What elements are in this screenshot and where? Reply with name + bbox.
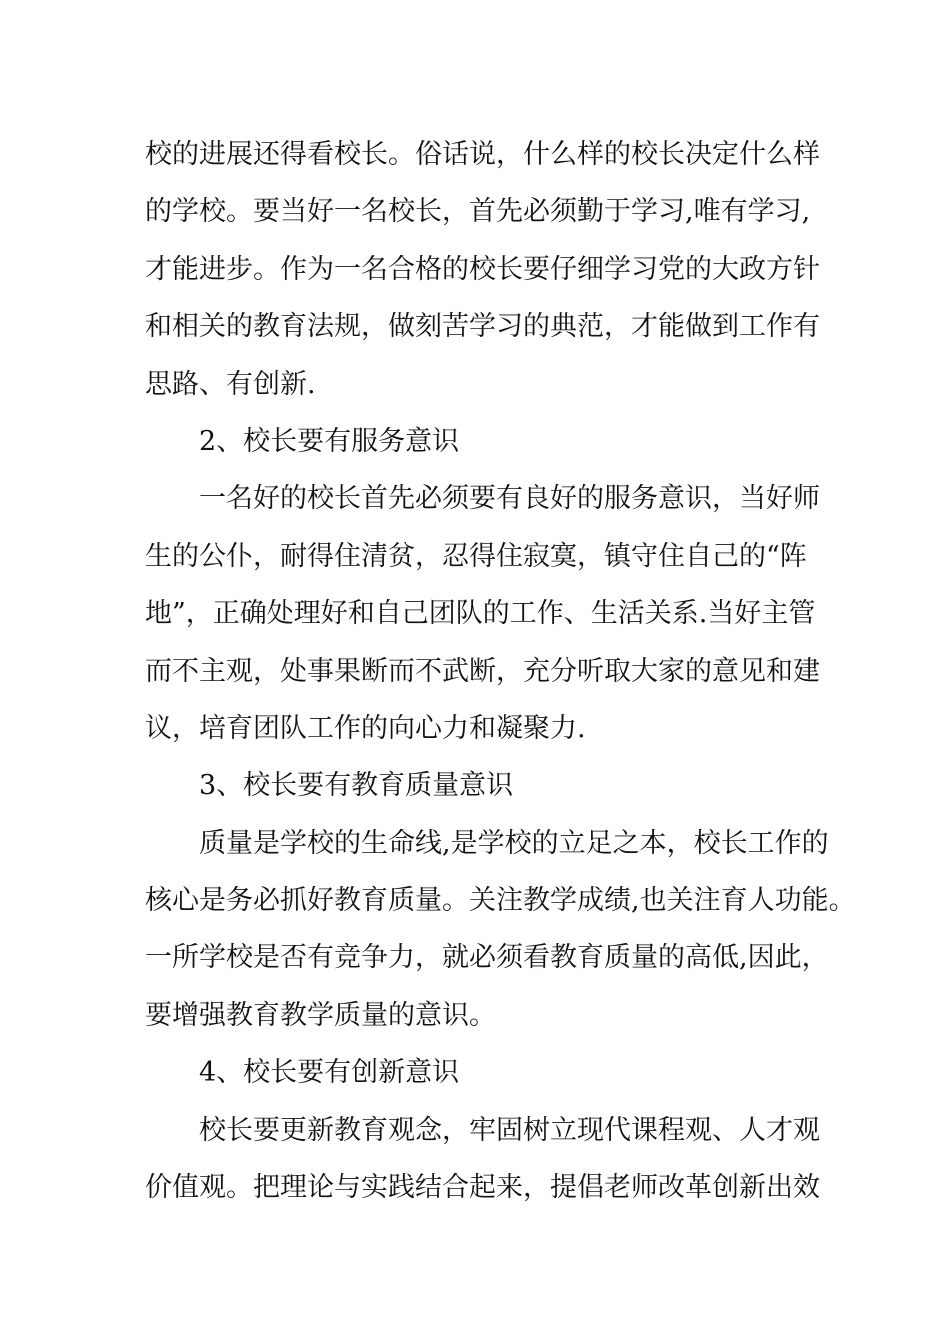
text-line: 思路、有创新. — [145, 368, 316, 400]
section-heading: 2、校长要有服务意识 — [199, 425, 460, 457]
text-line: 生的公仆，耐得住清贫，忍得住寂寞，镇守住自己的“阵 — [145, 540, 807, 572]
text-line: 价值观。把理论与实践结合起来，提倡老师改革创新出效 — [145, 1172, 820, 1204]
text-line: 校长要更新教育观念，牢固树立现代课程观、人才观 — [199, 1114, 820, 1146]
section-heading: 4、校长要有创新意识 — [199, 1057, 460, 1089]
text-line: 而不主观，处事果断而不武断，充分听取大家的意见和建 — [145, 655, 820, 687]
document-body — [145, 126, 856, 1216]
text-line: 和相关的教育法规，做刻苦学习的典范，才能做到工作有 — [145, 311, 820, 343]
text-line: 校的进展还得看校长。俗话说，什么样的校长决定什么样 — [145, 139, 820, 170]
text-line: 质量是学校的生命线,是学校的立足之本，校长工作的 — [199, 827, 829, 859]
text-line: 议，培育团队工作的向心力和凝聚力. — [145, 712, 586, 744]
text-line: 核心是务必抓好教育质量。关注教学成绩,也关注育人功能。 — [145, 885, 856, 917]
text-line: 一所学校是否有竞争力，就必须看教育质量的高低,因此， — [145, 942, 829, 974]
text-line: 的学校。要当好一名校长，首先必须勤于学习,唯有学习, — [145, 196, 811, 228]
section-heading: 3、校长要有教育质量意识 — [199, 770, 514, 802]
text-line: 一名好的校长首先必须要有良好的服务意识，当好师 — [199, 483, 820, 515]
text-line: 地”，正确处理好和自己团队的工作、生活关系.当好主管 — [145, 598, 816, 630]
text-line: 才能进步。作为一名合格的校长要仔细学习党的大政方针 — [145, 253, 820, 285]
text-line: 要增强教育教学质量的意识。 — [145, 999, 496, 1031]
